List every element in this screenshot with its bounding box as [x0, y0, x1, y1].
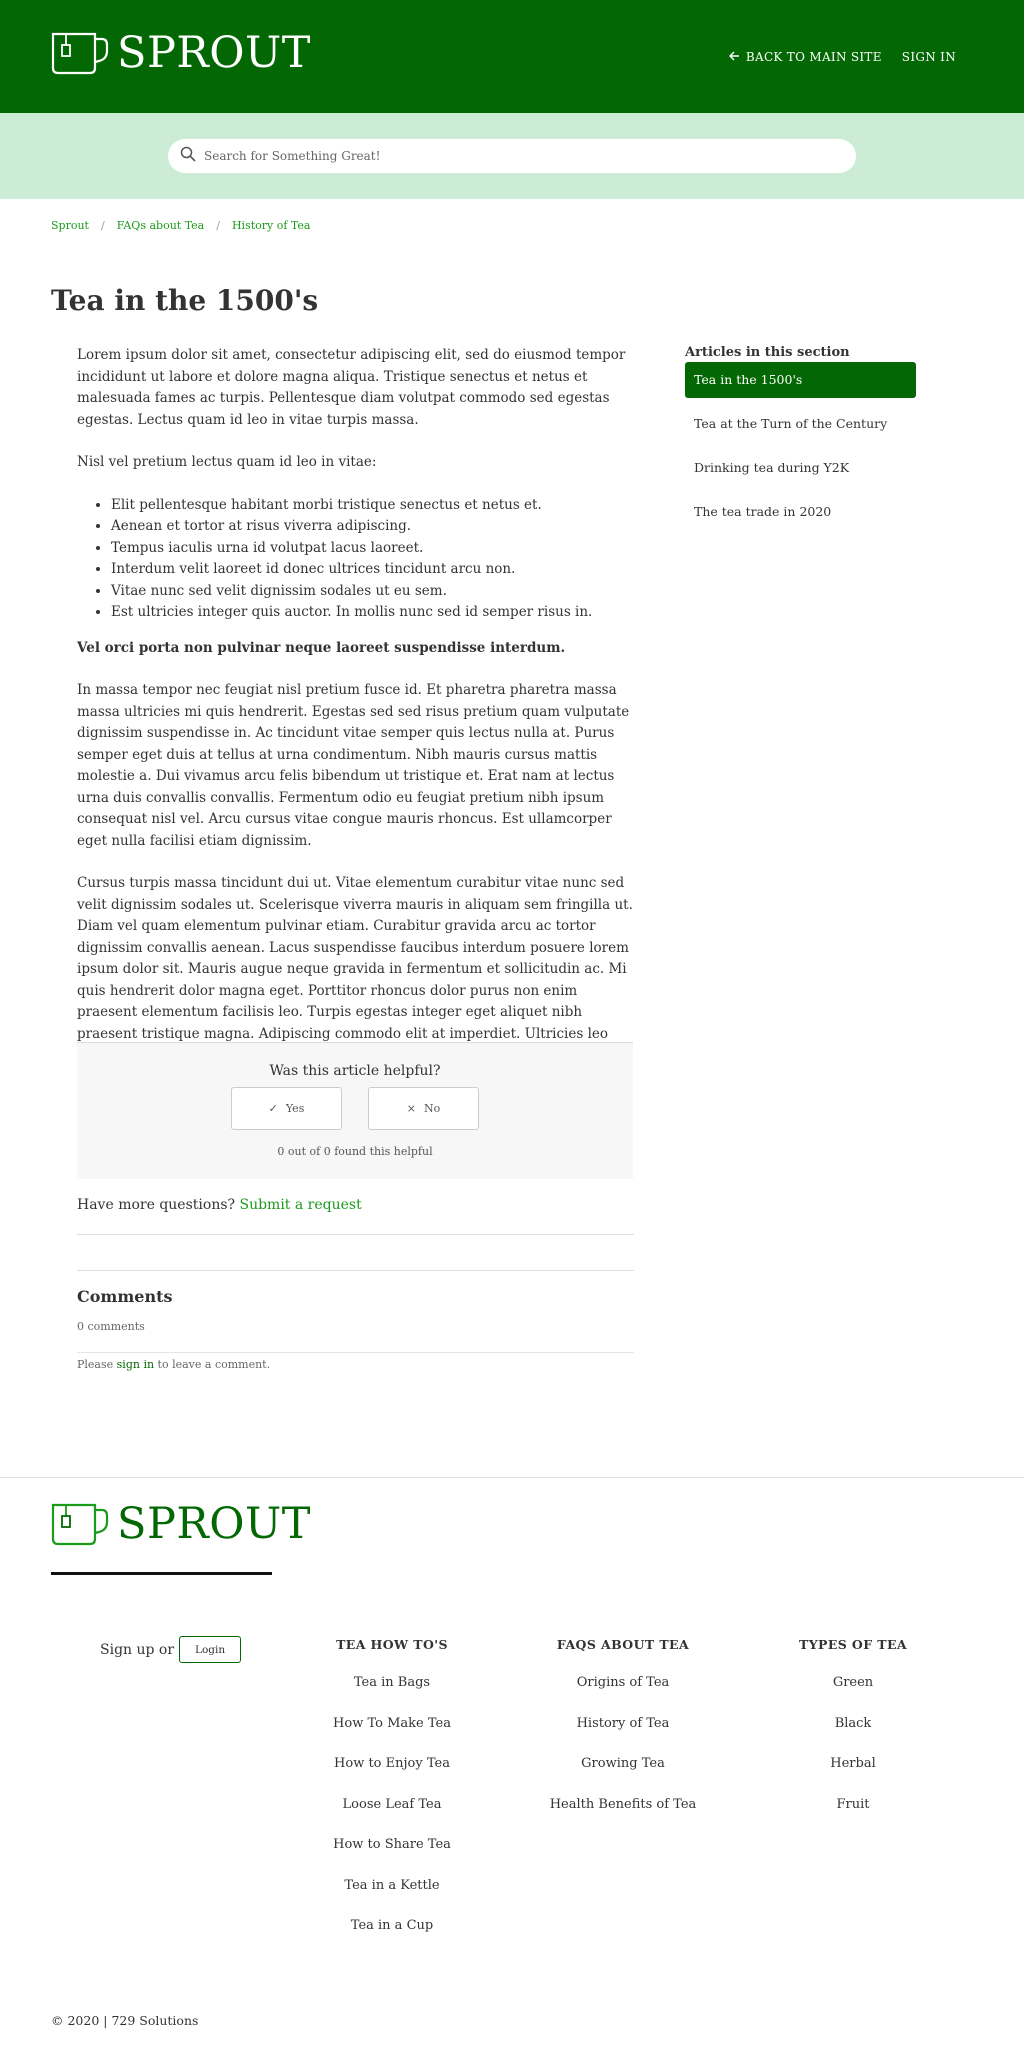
footer-column-title: FAQS ABOUT TEA	[556, 1637, 690, 1652]
sidebar-item-tea-in-the-1500s[interactable]: Tea in the 1500's	[685, 362, 916, 398]
list-item: • Tempus iaculis urna id volutpat lacus laoreet.	[111, 538, 634, 560]
leave-comment-prompt	[77, 1358, 270, 1371]
search-icon	[180, 146, 196, 166]
vote-no-label: No	[423, 1102, 441, 1115]
breadcrumb-sprout[interactable]: Sprout	[51, 219, 89, 232]
sidebar-item-tea-at-the-turn-of-the-century[interactable]: Tea at the Turn of the Century	[694, 416, 888, 431]
comment-sign-in-link[interactable]: sign in	[116, 1358, 155, 1371]
divider	[77, 1234, 634, 1235]
footer-link[interactable]: History of Tea	[576, 1715, 670, 1731]
vote-yes-label: Yes	[285, 1102, 305, 1115]
footer-link[interactable]: Green	[832, 1675, 874, 1690]
article-paragraph: Cursus turpis massa tincidunt dui ut. Vitae elementum curabitur vitae nunc sed velit dignissim sodales ut. Scelerisque viverra mauris in aliquam sem fringilla ut. Diam vel quam elementum pulvinar etiam. Curabitur gravida arcu ac tortor dignissim convallis aenean. Lacus suspendisse faucibus interdum posuere lorem ipsum dolor sit. Mauris augue neque gravida in fermentum et sollicitudin ac. Mi quis hendrerit dolor magna eget. Porttitor rhoncus dolor purus non enim praesent elementum facilisis leo. Turpis egestas integer eget aliquet nibh praesent tristique magna. Adipiscing commodo elit at imperdiet. Ultricies leo	[77, 875, 633, 1042]
page-title: Tea in the 1500's	[51, 284, 319, 317]
footer-link[interactable]: Health Benefits of Tea	[549, 1796, 697, 1812]
list-item: • Vitae nunc sed velit dignissim sodales ut eu sem.	[111, 581, 634, 603]
tea-cup-logo-icon	[51, 1502, 109, 1546]
header-logo[interactable]	[51, 27, 311, 78]
breadcrumb-separator: /	[216, 219, 220, 232]
article-paragraph: In massa tempor nec feugiat nisl pretium fusce id. Et pharetra pharetra massa massa ultricies mi quis hendrerit. Egestas sed sed risus pretium quam vulputate dignissim suspendisse in. Ac tincidunt vitae semper quis lectus nulla at. Purus semper eget duis at tellus at urna condimentum. Nibh mauris cursus mattis molestie a. Dui vivamus arcu felis bibendum ut tristique et. Erat nam at lectus urna duis convallis convallis. Fermentum odio eu feugiat pretium nibh ipsum consequat nisl vel. Arcu cursus vitae congue mauris rhoncus. Est ullamcorper eget nulla facilisi etiam dignissim.	[77, 682, 630, 849]
search-input[interactable]	[204, 149, 804, 163]
footer-link[interactable]: Loose Leaf Tea	[342, 1796, 442, 1812]
footer-link[interactable]: Black	[834, 1715, 872, 1731]
sidebar-item-drinking-tea-during-y2k[interactable]: Drinking tea during Y2K	[694, 460, 850, 475]
footer-link[interactable]: Tea in a Cup	[350, 1918, 434, 1933]
copyright: © 2020 | 729 Solutions	[51, 2013, 199, 2028]
footer-column-types-of-tea	[743, 1637, 963, 1835]
brand-name: SPROUT	[117, 27, 311, 78]
list-item: • Aenean et tortor at risus viverra adipiscing.	[111, 516, 634, 538]
breadcrumb	[51, 219, 310, 232]
sidebar-title: Articles in this section	[685, 345, 850, 360]
sign-in-link[interactable]: SIGN IN	[901, 50, 956, 64]
leave-comment-post: to leave a comment.	[157, 1358, 271, 1371]
footer-link[interactable]: How To Make Tea	[333, 1715, 451, 1731]
x-icon: ×	[406, 1102, 416, 1115]
breadcrumb-faqs-about-tea[interactable]: FAQs about Tea	[116, 219, 205, 232]
vote-buttons	[77, 1087, 633, 1130]
login-button[interactable]: Login	[179, 1636, 241, 1663]
sidebar-item-the-tea-trade-in-2020[interactable]: The tea trade in 2020	[694, 504, 832, 519]
footer-link[interactable]: Growing Tea	[581, 1756, 665, 1771]
footer-link[interactable]: Herbal	[830, 1756, 876, 1771]
breadcrumb-separator: /	[100, 219, 105, 232]
footer-column-title: TYPES OF TEA	[799, 1637, 907, 1652]
footer-link[interactable]: How to Share Tea	[333, 1837, 451, 1852]
vote-yes-button[interactable]	[231, 1087, 342, 1130]
article-paragraph: Lorem ipsum dolor sit amet, consectetur adipiscing elit, sed do eiusmod tempor incididunt ut labore et dolore magna aliqua. Tristique senectus et netus et malesuada fames ac turpis. Pellentesque diam volutpat commodo sed egestas egestas. Lectus quam id leo in vitae turpis massa.	[77, 347, 626, 428]
vote-no-button[interactable]	[368, 1087, 479, 1130]
footer-link[interactable]: Fruit	[836, 1796, 870, 1812]
footer-logo[interactable]	[51, 1498, 311, 1549]
search-box[interactable]	[168, 139, 856, 173]
footer-column-faqs-about-tea	[513, 1637, 733, 1835]
comments-count: 0 comments	[77, 1320, 145, 1333]
vote-count: 0 out of 0 found this helpful	[277, 1145, 433, 1158]
list-item: • Est ultricies integer quis auctor. In mollis nunc sed id semper risus in.	[111, 602, 634, 624]
article-vote	[77, 1042, 633, 1179]
site-header	[0, 0, 1024, 113]
footer-link[interactable]: Tea in Bags	[353, 1675, 431, 1690]
check-icon: ✓	[268, 1102, 278, 1115]
article-list	[111, 495, 634, 624]
footer-signup	[100, 1636, 241, 1663]
article-paragraph: Nisl vel pretium lectus quam id leo in vitae:	[77, 454, 377, 470]
breadcrumb-history-of-tea[interactable]: History of Tea	[231, 219, 311, 232]
search-band	[0, 113, 1024, 199]
articles-in-section-sidebar	[685, 345, 916, 538]
footer-divider	[0, 1477, 1024, 1478]
article-body	[77, 345, 634, 1088]
divider	[77, 1270, 634, 1271]
more-questions	[77, 1197, 362, 1213]
divider	[77, 1352, 634, 1353]
footer-brand-name: SPROUT	[117, 1498, 311, 1549]
submit-request-link[interactable]: Submit a request	[239, 1197, 362, 1213]
footer-link[interactable]: Tea in a Kettle	[344, 1877, 440, 1893]
tea-cup-logo-icon	[51, 31, 109, 75]
footer-link[interactable]: How to Enjoy Tea	[334, 1756, 450, 1771]
footer-link[interactable]: Origins of Tea	[576, 1675, 670, 1690]
signup-text: Sign up or	[100, 1641, 175, 1658]
more-questions-text: Have more questions?	[77, 1197, 236, 1213]
footer-column-tea-how-tos	[282, 1637, 502, 1957]
comments-title: Comments	[77, 1287, 173, 1306]
list-item: • Elit pellentesque habitant morbi tristique senectus et netus et.	[111, 495, 634, 517]
footer-logo-underline	[51, 1572, 272, 1575]
header-nav	[729, 50, 956, 64]
article-bold-paragraph: Vel orci porta non pulvinar neque laoreet suspendisse interdum.	[77, 639, 566, 656]
leave-comment-pre: Please	[77, 1358, 114, 1371]
list-item: • Interdum velit laoreet id donec ultrices tincidunt arcu non.	[111, 559, 634, 581]
back-to-main-site-link[interactable]	[729, 50, 882, 64]
vote-question: Was this article helpful?	[269, 1063, 441, 1079]
footer-column-title: TEA HOW TO'S	[336, 1637, 448, 1652]
arrow-left-icon	[729, 50, 740, 64]
back-to-main-site-label: BACK TO MAIN SITE	[745, 50, 882, 64]
